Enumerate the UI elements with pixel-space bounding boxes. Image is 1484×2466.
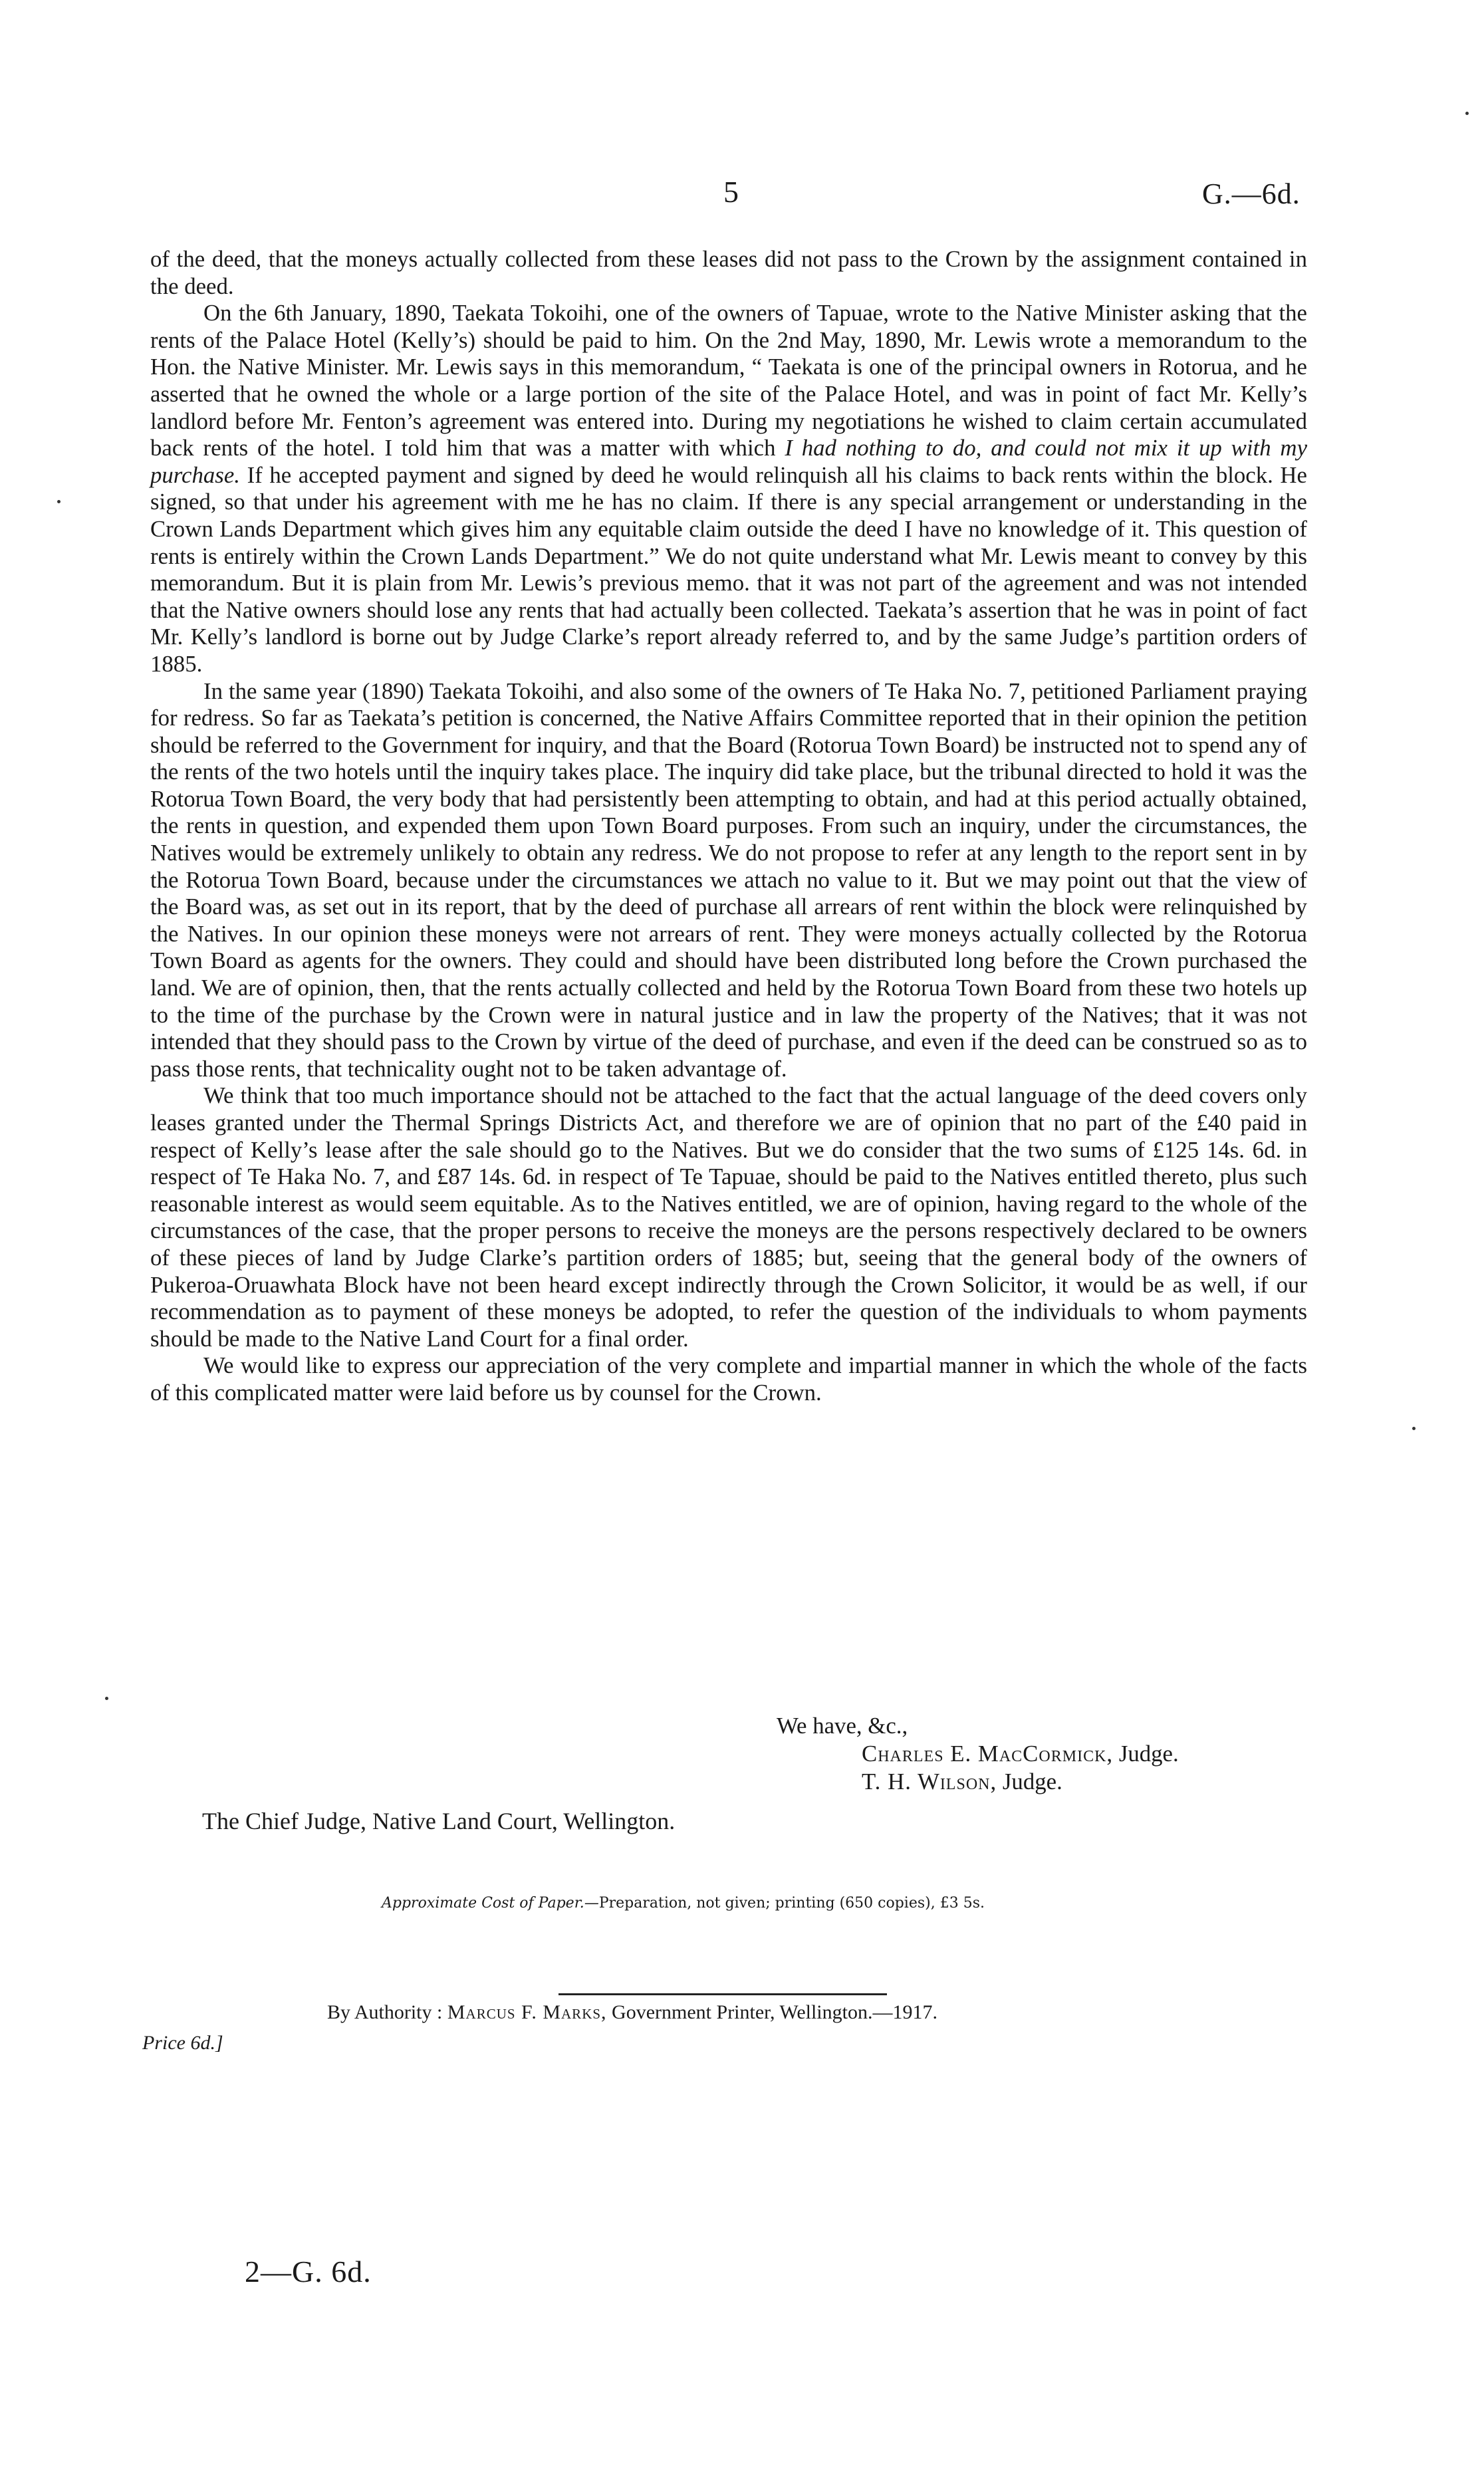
print-speck bbox=[57, 500, 61, 503]
cost-note-label: Approximate Cost of Paper. bbox=[382, 1895, 584, 1911]
signer-2-title: Judge. bbox=[1002, 1769, 1062, 1794]
paragraph-continuation: of the deed, that the moneys actually collected from these leases did not pass to the Crown by the assignment contained in the deed. bbox=[150, 246, 1307, 299]
signer-1 bbox=[862, 1741, 1179, 1767]
imprint-prefix: By Authority : bbox=[327, 2001, 443, 2023]
print-speck bbox=[105, 1697, 108, 1700]
addressee: The Chief Judge, Native Land Court, Wellington. bbox=[202, 1808, 676, 1834]
paragraph-appreciation: We would like to express our appreciation of the very complete and impartial manner in which the whole of the facts of this complicated matter were laid before us by counsel for the Crown. bbox=[150, 1352, 1307, 1406]
paragraph-text: If he accepted payment and signed by deed he would relinquish all his claims to back rents within the block. He signed, so that under his agreement with me he has no claim. If there is any special arrangement or understanding in the Crown Lands Department which gives him any equitable claim outside the deed I have no knowledge of it. This question of rents is entirely within the Crown Lands Department.” We do not quite understand what Mr. Lewis meant to convey by this memorandum. But it is plain from Mr. Lewis’s previous memo. that it was not part of the agreement and was not intended that the Native owners should lose any rents that had actually been collected. Taekata’s assertion that he was in point of fact Mr. Kelly’s landlord is borne out by Judge Clarke’s report already referred to, and by the same Judge’s partition orders of 1885. bbox=[150, 461, 1308, 677]
paragraph-text: On the 6th January, 1890, Taekata Tokoihi, one of the owners of Tapuae, wrote to the Native Minister asking that the rents of the Palace Hotel (Kelly’s) should be paid to him. On the 2nd May, 1890, Mr. Lewis wrote a memorandum to the Hon. the Native Minister. Mr. Lewis says in this memorandum, “ Taekata is one of the principal owners in Rotorua, and he asserted that he owned the whole or a large portion of the site of the Palace Hotel, and was in point of fact Mr. Kelly’s landlord before Mr. Fenton’s agreement was entered into. During my negotiations he wished to claim certain accumulated back rents of the hotel. I told him that was a matter with which bbox=[150, 300, 1307, 461]
print-speck bbox=[1412, 1427, 1416, 1430]
imprint-printer: Marcus F. Marks, bbox=[447, 2001, 607, 2023]
sheet-mark: 2—G. 6d. bbox=[245, 2255, 372, 2288]
closing-line: We have, &c., bbox=[777, 1713, 908, 1739]
price: Price 6d.] bbox=[142, 2032, 223, 2054]
cost-note-text: —Preparation, not given; printing (650 copies), £3 5s. bbox=[584, 1895, 985, 1911]
signer-2-name: T. H. Wilson, bbox=[862, 1769, 997, 1794]
paragraph-taekata-letter bbox=[150, 300, 1307, 678]
document-reference: G.—6d. bbox=[1202, 178, 1300, 210]
imprint bbox=[327, 2001, 937, 2024]
cost-note bbox=[382, 1895, 985, 1911]
body-text bbox=[150, 246, 1307, 1407]
paragraph-recommendation: We think that too much importance should not be attached to the fact that the actual language of the deed covers only leases granted under the Thermal Springs Districts Act, and therefore we are of opinion that no part of the £40 paid in respect of Kelly’s lease after the sale should go to the Natives. But we do consider that the two sums of £125 14s. 6d. in respect of Te Haka No. 7, and £87 14s. 6d. in respect of Te Tapuae, should be paid to the Natives entitled thereto, plus such reasonable interest as would seem equitable. As to the Natives entitled, we are of opinion, having regard to the whole of the circumstances of the case, that the proper persons to receive the moneys are the persons respectively declared to be owners of these pieces of land by Judge Clarke’s partition orders of 1885; but, seeing that the general body of the owners of Pukeroa-Oruawhata Block have not been heard except indirectly through the Crown Solicitor, it would be as well, if our recommendation as to payment of these moneys be adopted, to refer the question of the individuals to whom payments should be made to the Native Land Court for a final order. bbox=[150, 1082, 1307, 1352]
signer-1-name: Charles E. MacCormick, bbox=[862, 1741, 1114, 1767]
imprint-suffix: Government Printer, Wellington.—1917. bbox=[612, 2001, 937, 2023]
print-speck bbox=[1465, 112, 1469, 115]
signer-1-title: Judge. bbox=[1118, 1741, 1179, 1767]
signer-2 bbox=[862, 1769, 1062, 1795]
emphasized-quote: I had nothing to do, and could not mix it up with my purchase. bbox=[150, 435, 1308, 488]
page-number: 5 bbox=[723, 175, 739, 209]
paragraph-petition: In the same year (1890) Taekata Tokoihi, and also some of the owners of Te Haka No. 7, petitioned Parliament praying for redress. So far as Taekata’s petition is concerned, the Native Affairs Committee reported that in their opinion the petition should be referred to the Government for inquiry, and that the Board (Rotorua Town Board) be instructed not to spend any of the rents of the two hotels until the inquiry takes place. The inquiry did take place, but the tribunal directed to hold it was the Rotorua Town Board, the very body that had persistently been attempting to obtain, and had at this period actually obtained, the rents in question, and expended them upon Town Board purposes. From such an inquiry, under the circumstances, the Natives would be extremely unlikely to obtain any redress. We do not propose to refer at any length to the report sent in by the Rotorua Town Board, because under the circumstances we attach no value to it. But we may point out that the view of the Board was, as set out in its report, that by the deed of purchase all arrears of rent within the block were relinquished by the Natives. In our opinion these moneys were not arrears of rent. They were moneys actually collected by the Rotorua Town Board as agents for the owners. They could and should have been distributed long before the Crown purchased the land. We are of opinion, then, that the rents actually collected and held by the Rotorua Town Board from these two hotels up to the time of the purchase by the Crown were in natural justice and in law the property of the Natives; that it was not intended that they should pass to the Crown by virtue of the deed of purchase, and even if the deed can be construed so as to pass those rents, that technicality ought not to be taken advantage of. bbox=[150, 678, 1307, 1082]
divider-rule bbox=[558, 1993, 887, 1995]
